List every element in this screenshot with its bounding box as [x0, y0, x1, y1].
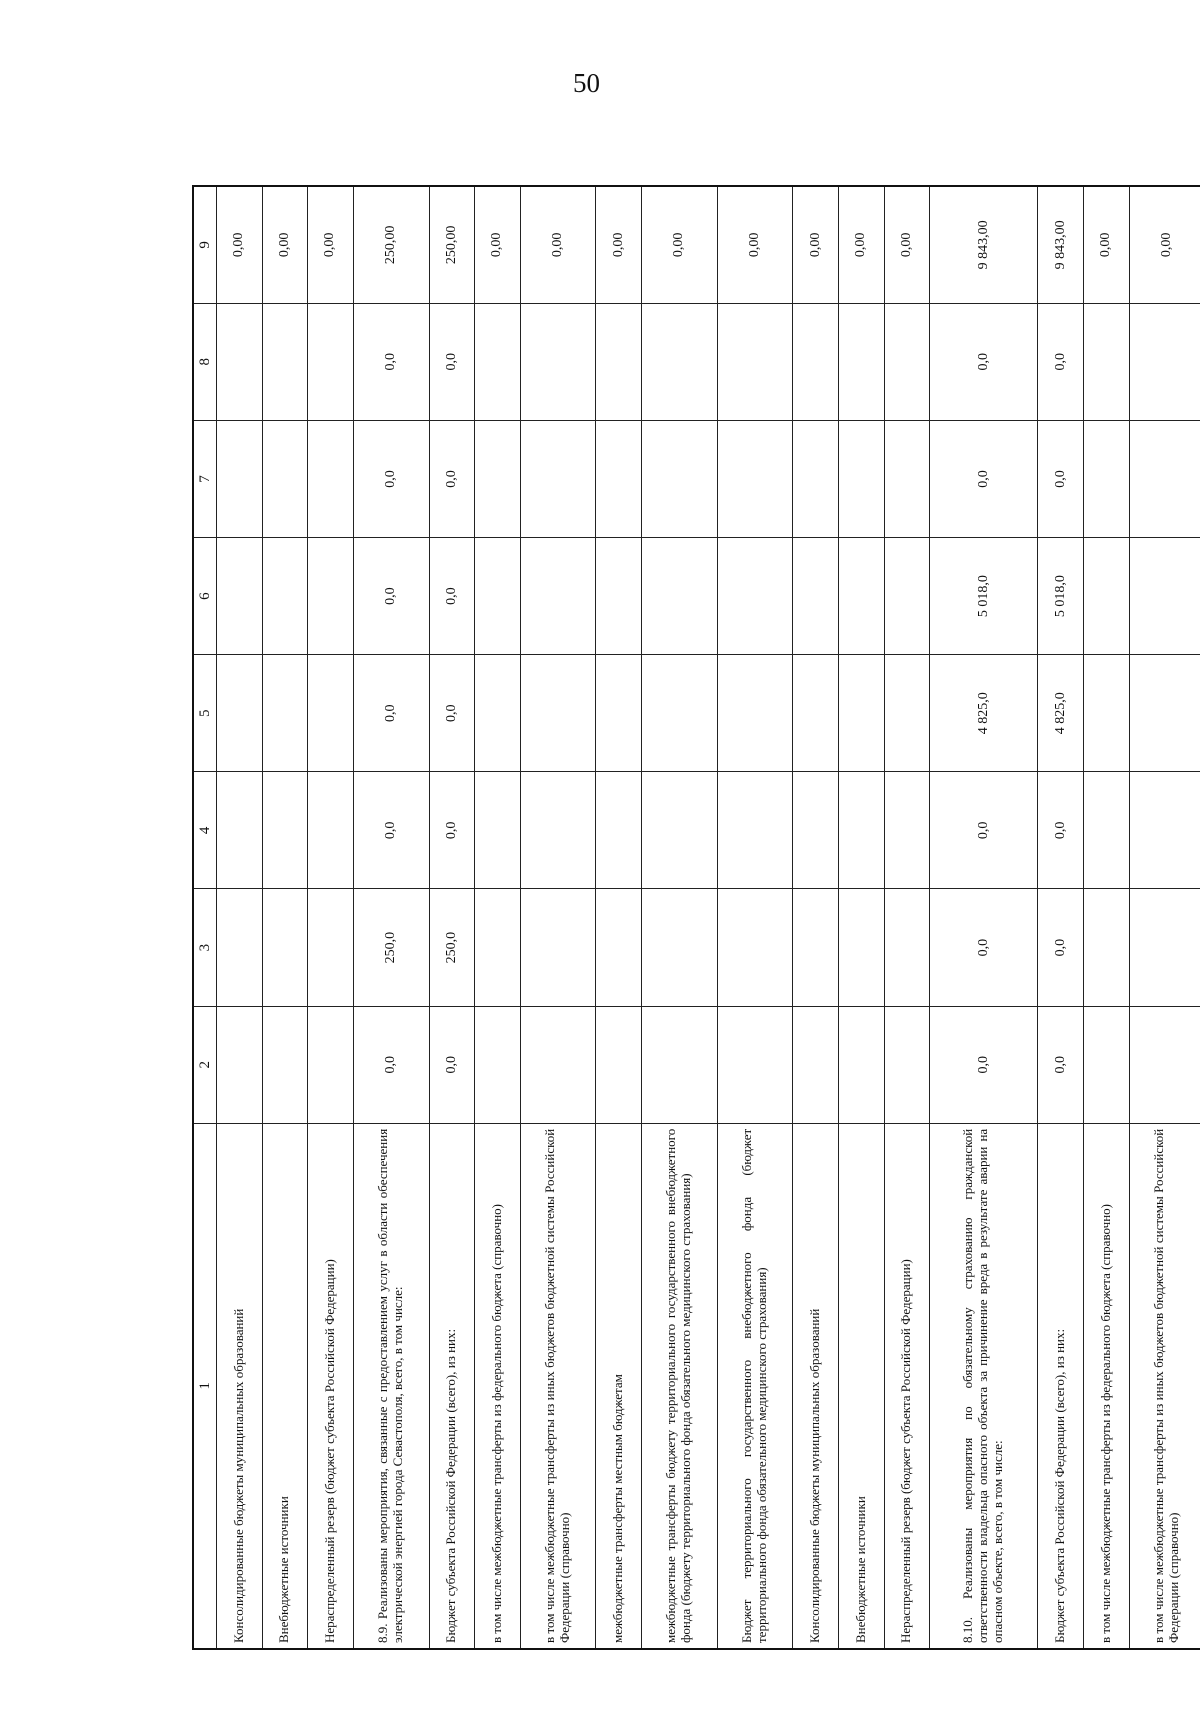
- row-label: 8.10. Реализованы мероприятия по обязательному страхованию гражданской ответственности владельца опасного объекта за причинение вреда в результате аварии на опасном объекте, всего, в том числе:: [930, 1123, 1038, 1649]
- table-row: [520, 186, 596, 1649]
- table-row: [717, 186, 793, 1649]
- value-cell-col-7: [793, 420, 839, 537]
- table-row: [596, 186, 642, 1649]
- value-cell-col-7: [217, 420, 263, 537]
- value-cell-col-2: 0,0: [1038, 1006, 1084, 1123]
- value-cell-col-7: [884, 420, 930, 537]
- row-label: Бюджет субъекта Российской Федерации (всего), из них:: [1038, 1123, 1084, 1649]
- row-label: в том числе межбюджетные трансферты из федерального бюджета (справочно): [475, 1123, 521, 1649]
- table-row: [429, 186, 475, 1649]
- column-header-7: 7: [193, 420, 217, 537]
- budget-table-rotated: [192, 185, 1200, 1650]
- value-cell-col-6: [475, 538, 521, 655]
- value-cell-col-9: 0,00: [1129, 186, 1200, 303]
- value-cell-col-9: 0,00: [308, 186, 354, 303]
- value-cell-col-4: [308, 772, 354, 889]
- value-cell-col-3: 250,0: [429, 889, 475, 1006]
- value-cell-col-6: 0,0: [429, 538, 475, 655]
- value-cell-col-3: [520, 889, 596, 1006]
- value-cell-col-2: 0,0: [429, 1006, 475, 1123]
- row-label: 8.9. Реализованы мероприятия, связанные с предоставлением услуг в области обеспечения электрической энергией города Севастополя, всего, в том числе:: [353, 1123, 429, 1649]
- row-label: Нераспределенный резерв (бюджет субъекта Российской Федерации): [308, 1123, 354, 1649]
- value-cell-col-7: [717, 420, 793, 537]
- value-cell-col-7: [1129, 420, 1200, 537]
- table-header-row: [193, 186, 217, 1649]
- column-header-5: 5: [193, 655, 217, 772]
- value-cell-col-8: [884, 303, 930, 420]
- value-cell-col-5: [217, 655, 263, 772]
- value-cell-col-6: 5 018,0: [1038, 538, 1084, 655]
- value-cell-col-6: 5 018,0: [930, 538, 1038, 655]
- value-cell-col-7: 0,0: [930, 420, 1038, 537]
- row-label: межбюджетные трансферты местным бюджетам: [596, 1123, 642, 1649]
- value-cell-col-5: [884, 655, 930, 772]
- row-label: межбюджетные трансферты бюджету территориального государственного внебюджетного фонда (бюджету территориального фонда обязательного медицинского страхования): [642, 1123, 718, 1649]
- value-cell-col-3: 250,0: [353, 889, 429, 1006]
- table-row: [353, 186, 429, 1649]
- value-cell-col-8: 0,0: [930, 303, 1038, 420]
- value-cell-col-7: [520, 420, 596, 537]
- row-label: Консолидированные бюджеты муниципальных образований: [793, 1123, 839, 1649]
- value-cell-col-5: [717, 655, 793, 772]
- value-cell-col-7: 0,0: [353, 420, 429, 537]
- value-cell-col-2: [793, 1006, 839, 1123]
- column-header-4: 4: [193, 772, 217, 889]
- value-cell-col-3: [475, 889, 521, 1006]
- value-cell-col-9: 0,00: [717, 186, 793, 303]
- value-cell-col-2: [1083, 1006, 1129, 1123]
- value-cell-col-5: 0,0: [353, 655, 429, 772]
- value-cell-col-8: 0,0: [353, 303, 429, 420]
- value-cell-col-9: 0,00: [262, 186, 308, 303]
- value-cell-col-6: [520, 538, 596, 655]
- value-cell-col-4: [884, 772, 930, 889]
- value-cell-col-5: 4 825,0: [930, 655, 1038, 772]
- value-cell-col-4: [717, 772, 793, 889]
- value-cell-col-5: 0,0: [429, 655, 475, 772]
- row-label: в том числе межбюджетные трансферты из федерального бюджета (справочно): [1083, 1123, 1129, 1649]
- value-cell-col-2: [308, 1006, 354, 1123]
- value-cell-col-6: 0,0: [353, 538, 429, 655]
- value-cell-col-9: 0,00: [884, 186, 930, 303]
- value-cell-col-3: 0,0: [1038, 889, 1084, 1006]
- value-cell-col-4: [262, 772, 308, 889]
- row-label: Внебюджетные источники: [839, 1123, 885, 1649]
- value-cell-col-5: [839, 655, 885, 772]
- value-cell-col-2: 0,0: [353, 1006, 429, 1123]
- value-cell-col-5: [642, 655, 718, 772]
- value-cell-col-6: [308, 538, 354, 655]
- value-cell-col-3: [217, 889, 263, 1006]
- value-cell-col-5: [262, 655, 308, 772]
- value-cell-col-9: 0,00: [520, 186, 596, 303]
- row-label: в том числе межбюджетные трансферты из иных бюджетов бюджетной системы Российской Федерации (справочно): [520, 1123, 596, 1649]
- row-label: Нераспределенный резерв (бюджет субъекта Российской Федерации): [884, 1123, 930, 1649]
- value-cell-col-4: [1083, 772, 1129, 889]
- value-cell-col-3: [308, 889, 354, 1006]
- value-cell-col-6: [1129, 538, 1200, 655]
- value-cell-col-8: [1129, 303, 1200, 420]
- table-row: [884, 186, 930, 1649]
- value-cell-col-2: [520, 1006, 596, 1123]
- value-cell-col-9: 0,00: [596, 186, 642, 303]
- value-cell-col-8: [839, 303, 885, 420]
- value-cell-col-6: [642, 538, 718, 655]
- table-row: [262, 186, 308, 1649]
- value-cell-col-6: [262, 538, 308, 655]
- value-cell-col-9: 0,00: [839, 186, 885, 303]
- value-cell-col-4: 0,0: [1038, 772, 1084, 889]
- table-row: [217, 186, 263, 1649]
- value-cell-col-3: [717, 889, 793, 1006]
- value-cell-col-7: [308, 420, 354, 537]
- value-cell-col-7: [1083, 420, 1129, 537]
- value-cell-col-8: 0,0: [429, 303, 475, 420]
- value-cell-col-4: [475, 772, 521, 889]
- value-cell-col-4: 0,0: [353, 772, 429, 889]
- value-cell-col-4: [839, 772, 885, 889]
- value-cell-col-4: [642, 772, 718, 889]
- value-cell-col-8: [262, 303, 308, 420]
- value-cell-col-7: [475, 420, 521, 537]
- column-header-2: 2: [193, 1006, 217, 1123]
- value-cell-col-3: 0,0: [930, 889, 1038, 1006]
- value-cell-col-4: [596, 772, 642, 889]
- value-cell-col-9: 9 843,00: [930, 186, 1038, 303]
- value-cell-col-8: [475, 303, 521, 420]
- row-label: Внебюджетные источники: [262, 1123, 308, 1649]
- value-cell-col-2: [1129, 1006, 1200, 1123]
- value-cell-col-9: 9 843,00: [1038, 186, 1084, 303]
- value-cell-col-8: [642, 303, 718, 420]
- table-row: [839, 186, 885, 1649]
- value-cell-col-9: 0,00: [793, 186, 839, 303]
- table-row: [1129, 186, 1200, 1649]
- value-cell-col-5: [308, 655, 354, 772]
- value-cell-col-9: 0,00: [642, 186, 718, 303]
- column-header-3: 3: [193, 889, 217, 1006]
- value-cell-col-3: [1083, 889, 1129, 1006]
- value-cell-col-2: [884, 1006, 930, 1123]
- value-cell-col-7: 0,0: [429, 420, 475, 537]
- value-cell-col-3: [884, 889, 930, 1006]
- table-row: [1038, 186, 1084, 1649]
- value-cell-col-2: [217, 1006, 263, 1123]
- budget-table: [192, 185, 1200, 1650]
- value-cell-col-3: [596, 889, 642, 1006]
- value-cell-col-6: [717, 538, 793, 655]
- value-cell-col-4: 0,0: [930, 772, 1038, 889]
- column-header-8: 8: [193, 303, 217, 420]
- table-row: [308, 186, 354, 1649]
- value-cell-col-6: [217, 538, 263, 655]
- row-label: Бюджет территориального государственного внебюджетного фонда (бюджет территориального фонда обязательного медицинского страхования): [717, 1123, 793, 1649]
- column-header-9: 9: [193, 186, 217, 303]
- value-cell-col-8: [217, 303, 263, 420]
- value-cell-col-4: [217, 772, 263, 889]
- value-cell-col-5: [1129, 655, 1200, 772]
- column-header-1: 1: [193, 1123, 217, 1649]
- column-header-6: 6: [193, 538, 217, 655]
- value-cell-col-6: [596, 538, 642, 655]
- value-cell-col-2: [475, 1006, 521, 1123]
- value-cell-col-3: [1129, 889, 1200, 1006]
- value-cell-col-6: [839, 538, 885, 655]
- value-cell-col-6: [884, 538, 930, 655]
- table-row: [793, 186, 839, 1649]
- value-cell-col-6: [793, 538, 839, 655]
- value-cell-col-2: [717, 1006, 793, 1123]
- value-cell-col-4: [1129, 772, 1200, 889]
- value-cell-col-4: 0,0: [429, 772, 475, 889]
- value-cell-col-5: [475, 655, 521, 772]
- value-cell-col-4: [520, 772, 596, 889]
- row-label: Консолидированные бюджеты муниципальных образований: [217, 1123, 263, 1649]
- value-cell-col-5: [793, 655, 839, 772]
- row-label: в том числе межбюджетные трансферты из иных бюджетов бюджетной системы Российской Федерации (справочно): [1129, 1123, 1200, 1649]
- value-cell-col-3: [262, 889, 308, 1006]
- value-cell-col-2: 0,0: [930, 1006, 1038, 1123]
- value-cell-col-9: 0,00: [475, 186, 521, 303]
- value-cell-col-7: 0,0: [1038, 420, 1084, 537]
- value-cell-col-7: [642, 420, 718, 537]
- value-cell-col-4: [793, 772, 839, 889]
- value-cell-col-3: [793, 889, 839, 1006]
- value-cell-col-8: [596, 303, 642, 420]
- value-cell-col-6: [1083, 538, 1129, 655]
- value-cell-col-2: [596, 1006, 642, 1123]
- value-cell-col-8: 0,0: [1038, 303, 1084, 420]
- value-cell-col-2: [839, 1006, 885, 1123]
- value-cell-col-7: [262, 420, 308, 537]
- table-row: [930, 186, 1038, 1649]
- value-cell-col-8: [1083, 303, 1129, 420]
- value-cell-col-7: [596, 420, 642, 537]
- value-cell-col-8: [308, 303, 354, 420]
- row-label: Бюджет субъекта Российской Федерации (всего), из них:: [429, 1123, 475, 1649]
- value-cell-col-9: 0,00: [217, 186, 263, 303]
- value-cell-col-5: [1083, 655, 1129, 772]
- value-cell-col-2: [262, 1006, 308, 1123]
- table-row: [475, 186, 521, 1649]
- table-body: [217, 186, 1200, 1649]
- table-row: [642, 186, 718, 1649]
- value-cell-col-3: [642, 889, 718, 1006]
- value-cell-col-2: [642, 1006, 718, 1123]
- value-cell-col-5: [596, 655, 642, 772]
- value-cell-col-9: 250,00: [429, 186, 475, 303]
- value-cell-col-9: 0,00: [1083, 186, 1129, 303]
- value-cell-col-5: 4 825,0: [1038, 655, 1084, 772]
- value-cell-col-7: [839, 420, 885, 537]
- table-row: [1083, 186, 1129, 1649]
- page-number: 50: [573, 68, 600, 98]
- value-cell-col-9: 250,00: [353, 186, 429, 303]
- value-cell-col-8: [717, 303, 793, 420]
- value-cell-col-5: [520, 655, 596, 772]
- value-cell-col-3: [839, 889, 885, 1006]
- value-cell-col-8: [793, 303, 839, 420]
- value-cell-col-8: [520, 303, 596, 420]
